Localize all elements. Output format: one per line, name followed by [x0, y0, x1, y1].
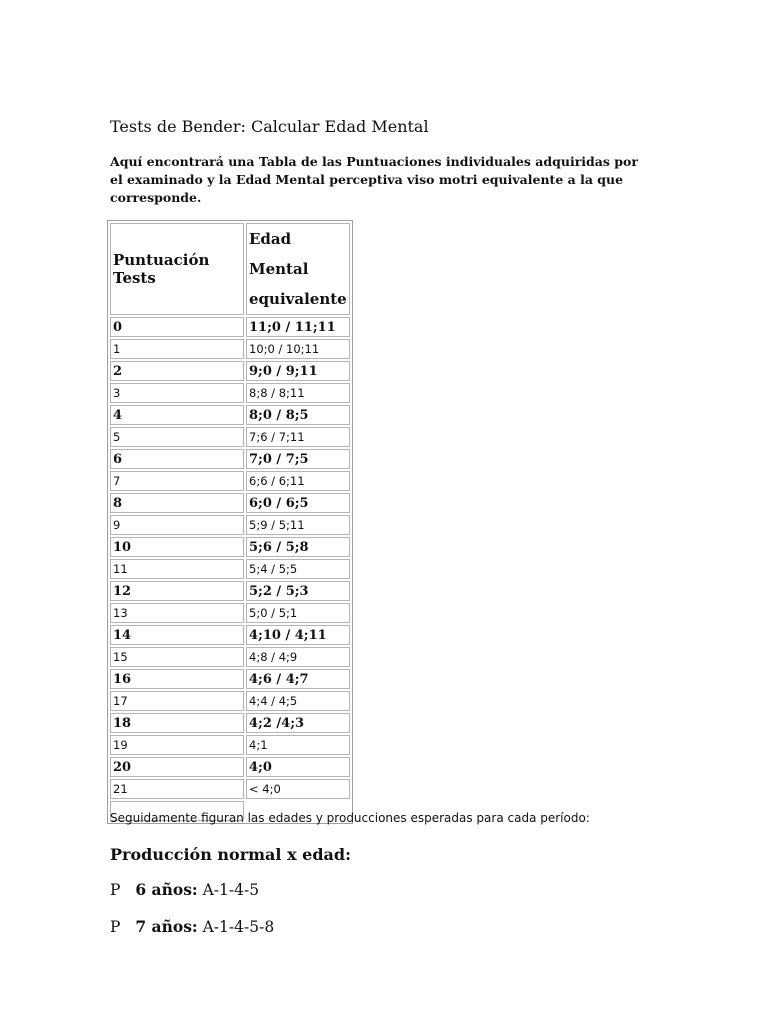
table-row — [110, 427, 350, 447]
production-heading: Producción normal x edad: — [110, 845, 352, 864]
table-row — [110, 493, 350, 513]
production-line — [110, 917, 274, 936]
score-cell: 11 — [110, 559, 244, 579]
table-row — [110, 603, 350, 623]
production-prefix: P — [110, 881, 121, 899]
table-row — [110, 647, 350, 667]
score-cell: 16 — [110, 669, 244, 689]
score-cell: 0 — [110, 317, 244, 337]
mental-age-cell: 8;8 / 8;11 — [246, 383, 350, 403]
production-age: 6 años: — [135, 880, 198, 899]
mental-age-cell: 4;8 / 4;9 — [246, 647, 350, 667]
mental-age-cell: 4;1 — [246, 735, 350, 755]
score-cell: 7 — [110, 471, 244, 491]
mental-age-cell: 11;0 / 11;11 — [246, 317, 350, 337]
table-row — [110, 691, 350, 711]
mental-age-cell: 5;6 / 5;8 — [246, 537, 350, 557]
table-row — [110, 581, 350, 601]
mental-age-cell: 5;4 / 5;5 — [246, 559, 350, 579]
score-cell: 13 — [110, 603, 244, 623]
production-sequence: A-1-4-5-8 — [202, 918, 275, 936]
score-cell: 14 — [110, 625, 244, 645]
score-cell: 1 — [110, 339, 244, 359]
mental-age-cell: 6;0 / 6;5 — [246, 493, 350, 513]
score-cell: 8 — [110, 493, 244, 513]
table-row — [110, 317, 350, 337]
mental-age-cell: 4;4 / 4;5 — [246, 691, 350, 711]
score-cell: 19 — [110, 735, 244, 755]
header-mental-age: Edad Mental equivalente — [246, 223, 350, 315]
mental-age-cell: 4;6 / 4;7 — [246, 669, 350, 689]
table-row — [110, 559, 350, 579]
table-header-row — [110, 223, 350, 315]
mental-age-cell: 9;0 / 9;11 — [246, 361, 350, 381]
header-score: Puntuación Tests — [110, 223, 244, 315]
mental-age-cell: 4;2 /4;3 — [246, 713, 350, 733]
score-cell: 20 — [110, 757, 244, 777]
mental-age-cell: < 4;0 — [246, 779, 350, 799]
table-row — [110, 405, 350, 425]
table-row — [110, 713, 350, 733]
mental-age-cell: 6;6 / 6;11 — [246, 471, 350, 491]
after-table-text: Seguidamente figuran las edades y producciones esperadas para cada período: — [110, 811, 590, 825]
score-cell: 6 — [110, 449, 244, 469]
production-line — [110, 880, 259, 899]
mental-age-cell: 4;10 / 4;11 — [246, 625, 350, 645]
mental-age-cell: 10;0 / 10;11 — [246, 339, 350, 359]
table-row — [110, 361, 350, 381]
score-cell: 3 — [110, 383, 244, 403]
table-row — [110, 625, 350, 645]
score-cell: 17 — [110, 691, 244, 711]
score-cell: 9 — [110, 515, 244, 535]
mental-age-cell: 4;0 — [246, 757, 350, 777]
production-prefix: P — [110, 918, 121, 936]
table-row — [110, 383, 350, 403]
score-cell: 10 — [110, 537, 244, 557]
score-cell: 18 — [110, 713, 244, 733]
intro-paragraph: Aquí encontrará una Tabla de las Puntuaciones individuales adquiridas por el examinado y la Edad Mental perceptiva viso motri equivalente a la que corresponde. — [110, 154, 638, 205]
table-row — [110, 537, 350, 557]
mental-age-cell: 5;9 / 5;11 — [246, 515, 350, 535]
table-row — [110, 779, 350, 799]
score-cell: 12 — [110, 581, 244, 601]
table-row — [110, 669, 350, 689]
table-row — [110, 471, 350, 491]
production-age: 7 años: — [135, 917, 198, 936]
score-cell: 21 — [110, 779, 244, 799]
score-cell: 15 — [110, 647, 244, 667]
score-table — [107, 220, 353, 824]
mental-age-cell: 5;2 / 5;3 — [246, 581, 350, 601]
table-row — [110, 515, 350, 535]
table-row — [110, 757, 350, 777]
table-row — [110, 735, 350, 755]
page-title: Tests de Bender: Calcular Edad Mental — [110, 117, 429, 136]
production-sequence: A-1-4-5 — [202, 881, 260, 899]
table-row — [110, 339, 350, 359]
mental-age-cell: 7;6 / 7;11 — [246, 427, 350, 447]
score-cell: 5 — [110, 427, 244, 447]
mental-age-cell: 8;0 / 8;5 — [246, 405, 350, 425]
mental-age-cell: 5;0 / 5;1 — [246, 603, 350, 623]
table-row — [110, 449, 350, 469]
score-cell: 2 — [110, 361, 244, 381]
score-cell: 4 — [110, 405, 244, 425]
mental-age-cell: 7;0 / 7;5 — [246, 449, 350, 469]
